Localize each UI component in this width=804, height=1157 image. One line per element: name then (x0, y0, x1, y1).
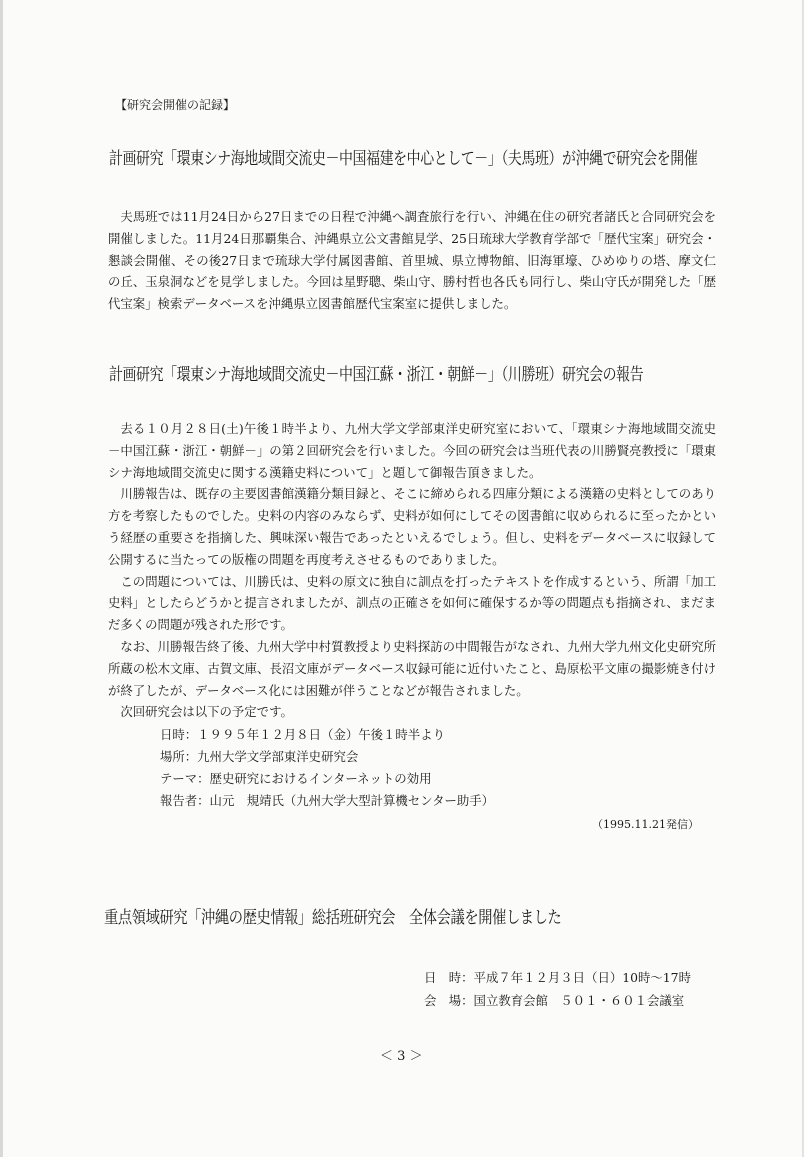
article-1-paragraph: 夫馬班では11月24日から27日までの日程で沖縄へ調査旅行を行い、沖縄在住の研究者諸氏と合同研究会を開催しました。11月24日那覇集合、沖縄県立公文書館見学、25日琉球大学教育学部で「歴代宝案」研究会・懇談会開催、その後27日まで琉球大学付属図書館、首里城、県立博物館、旧海軍壕、ひめゆりの塔、摩文仁の丘、玉泉洞などを見学しました。今回は星野聰、柴山守、勝村哲也各氏も同行し、柴山守氏が開発した「歴代宝案」検索データベースを沖縄県立図書館歴代宝案室に提供しました。 (108, 209, 716, 312)
next-meeting-details (160, 724, 494, 812)
meeting-venue: 会 場：国立教育会館 ５０１・６０１会議室 (424, 993, 685, 1008)
section-tag: 【研究会開催の記録】 (115, 98, 236, 112)
article-2-paragraph: 次回研究会は以下の予定です。 (120, 704, 293, 720)
article-2-title: 計画研究「環東シナ海地域間交流史－中国江蘇・浙江・朝鮮－」（川勝班）研究会の報告 (109, 365, 644, 385)
scan-edge-left (0, 0, 3, 1157)
article-1-title: 計画研究「環東シナ海地域間交流史－中国福建を中心として－」（夫馬班）が沖縄で研究会を開催 (109, 149, 698, 169)
next-meeting-place: 場所：九州大学文学部東洋史研究会 (160, 749, 359, 764)
article-2-body (108, 418, 716, 723)
issue-date: （1995.11.21発信） (592, 818, 699, 831)
next-meeting-theme: テーマ：歴史研究におけるインターネットの効用 (160, 771, 432, 786)
article-2-paragraph: 去る１０月２８日(土)午後１時半より、九州大学文学部東洋史研究室において、「環東シナ海地域間交流史－中国江蘇・浙江・朝鮮－」の第２回研究会を行いました。今回の研究会は当班代表の川勝賢亮教授に「環東シナ海地域間交流史に関する漢籍史料について」と題して御報告頂きました。 (108, 421, 716, 480)
article-2-paragraph: なお、川勝報告終了後、九州大学中村質教授より史料探訪の中間報告がなされ、九州大学九州文化史研究所所蔵の松木文庫、古賀文庫、長沼文庫がデータベース収録可能に近付いたこと、島原松平文庫の撮影焼き付けが終了したが、データベース化には困難が伴うことなどが報告されました。 (108, 638, 716, 698)
article-3-title: 重点領域研究「沖縄の歴史情報」総括班研究会 全体会議を開催しました (104, 908, 562, 928)
page-number: ＜ 3 ＞ (380, 1049, 423, 1064)
article-2-paragraph: 川勝報告は、既存の主要図書館漢籍分類目録と、そこに締められる四庫分類による漢籍の史料としてのあり方を考察したものでした。史料の内容のみならず、史料が如何にしてその図書館に収められるに至ったかという経歴の重要さを指摘した、興味深い報告であったといえるでしょう。但し、史料をデータベースに収録して公開するに当たっての版権の問題を再度考えさせるものでありました。 (108, 486, 716, 567)
next-meeting-reporter: 報告者：山元 規靖氏（九州大学大型計算機センター助手） (160, 793, 495, 808)
meeting-info (424, 966, 691, 1012)
meeting-date: 日 時：平成７年１２月３日（日）10時～17時 (424, 970, 691, 985)
article-2-paragraph: この問題については、川勝氏は、史料の原文に独自に訓点を打ったテキストを作成するという、所謂「加工史料」としたらどうかと提言されましたが、訓点の正確さを如何に確保するか等の問題点も指摘され、まだまだ多くの問題が残された形です。 (108, 573, 716, 633)
next-meeting-date: 日時：１９９５年１２月８日（金）午後１時半より (160, 727, 445, 742)
article-1-body (108, 206, 716, 315)
